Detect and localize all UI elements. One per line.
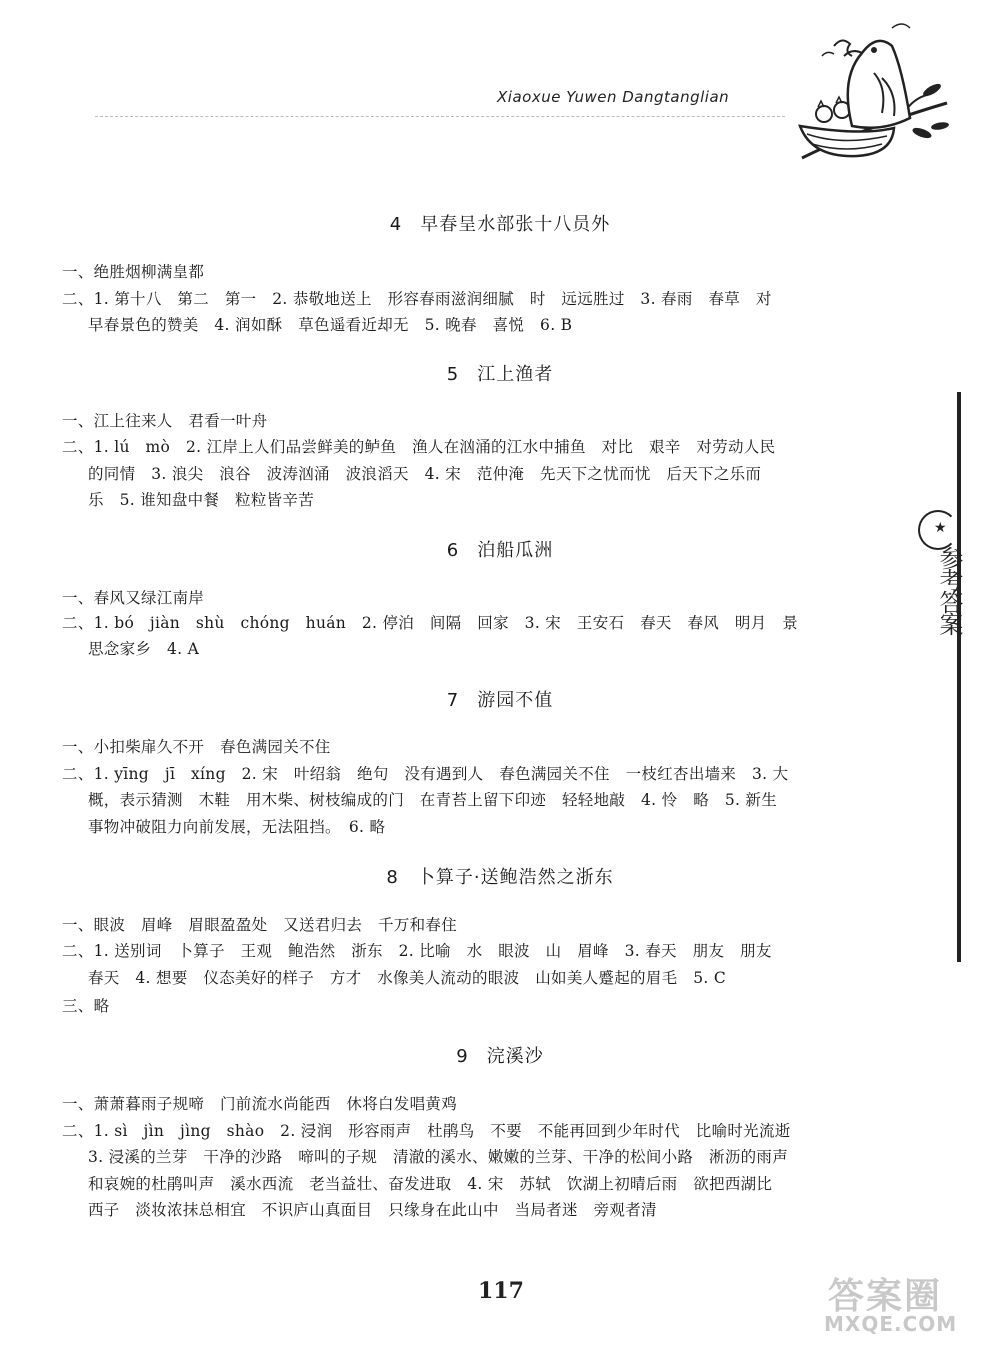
answer-key-tab xyxy=(918,510,963,660)
section-title xyxy=(60,536,940,562)
answer-line: 二、1. bó jiàn shù chóng huán 2. 停泊 间隔 回家 3. 宋 王安石 春天 春风 明月 景 xyxy=(62,614,799,632)
answer-line: 的同情 3. 浪尖 浪谷 波涛汹涌 波浪滔天 4. 宋 范仲淹 先天下之忧而忧 后天下之乐而 xyxy=(88,465,762,483)
header-divider xyxy=(95,116,785,117)
section-title xyxy=(60,1042,940,1068)
answer-line: 三、略 xyxy=(62,997,110,1015)
section-heading: 江上渔者 xyxy=(477,364,554,385)
answer-line: 一、绝胜烟柳满皇都 xyxy=(62,263,205,281)
answer-line: 思念家乡 4. A xyxy=(88,640,200,658)
bird-nest-logo xyxy=(782,8,952,178)
section-title xyxy=(60,210,940,236)
star-icon: ★ xyxy=(934,520,947,536)
answer-line: 二、1. 第十八 第二 第一 2. 恭敬地送上 形容春雨滋润细腻 时 远远胜过 3. 春雨 春草 对 xyxy=(62,290,772,308)
side-tab-label: 参考答案 xyxy=(935,546,963,634)
answer-line: 二、1. sì jìn jìng shào 2. 浸润 形容雨声 杜鹃鸟 不要 不能再回到少年时代 比喻时光流逝 xyxy=(62,1122,791,1140)
section-number: 9 xyxy=(456,1046,469,1067)
answer-line: 概，表示猜测 木鞋 用木柴、树枝编成的门 在青苔上留下印迹 轻轻地敲 4. 怜 略 5. 新生 xyxy=(88,791,778,809)
watermark xyxy=(822,1268,997,1340)
section-heading: 游园不值 xyxy=(477,690,554,711)
answer-line: 二、1. yīng jī xíng 2. 宋 叶绍翁 绝句 没有遇到人 春色满园关不住 一枝红杏出墙来 3. 大 xyxy=(62,765,789,783)
side-bar xyxy=(957,392,961,962)
answer-line: 早春景色的赞美 4. 润如酥 草色遥看近却无 5. 晚春 喜悦 6. B xyxy=(88,316,573,334)
section-heading: 泊船瓜洲 xyxy=(477,540,554,561)
section-number: 5 xyxy=(446,364,460,385)
section-number: 8 xyxy=(386,867,399,888)
section-number: 6 xyxy=(446,540,460,561)
answer-line: 二、1. lú mò 2. 江岸上人们品尝鲜美的鲈鱼 渔人在汹涌的江水中捕鱼 对比 艰辛 对劳动人民 xyxy=(62,438,776,456)
answer-line: 一、小扣柴扉久不开 春色满园关不住 xyxy=(62,738,331,756)
answer-line: 一、江上往来人 君看一叶舟 xyxy=(62,412,268,430)
section-title xyxy=(60,863,940,889)
answer-line: 一、萧萧暮雨子规啼 门前流水尚能西 休将白发唱黄鸡 xyxy=(62,1095,458,1113)
section-heading: 浣溪沙 xyxy=(486,1046,544,1067)
watermark-logo-text: 答案圈 xyxy=(828,1276,943,1317)
answer-line: 乐 5. 谁知盘中餐 粒粒皆辛苦 xyxy=(88,491,315,509)
section-number: 4 xyxy=(389,214,403,235)
section-number: 7 xyxy=(446,690,460,711)
answer-line: 春天 4. 想要 仪态美好的样子 方才 水像美人流动的眼波 山如美人蹙起的眉毛 5. C xyxy=(88,969,726,987)
section-heading: 早春呈水部张十八员外 xyxy=(420,214,611,235)
section-title xyxy=(60,360,940,386)
page-number: 117 xyxy=(478,1278,524,1304)
answer-line: 3. 浸溪的兰芽 干净的沙路 啼叫的子规 清澈的溪水、嫩嫩的兰芽、干净的松间小路 淅沥的雨声 xyxy=(88,1148,789,1166)
answer-line: 一、春风又绿江南岸 xyxy=(62,589,205,607)
watermark-url: MXQE.COM xyxy=(824,1312,958,1336)
answer-line: 一、眼波 眉峰 眉眼盈盈处 又送君归去 千万和春住 xyxy=(62,916,458,934)
answer-line: 和哀婉的杜鹃叫声 溪水西流 老当益壮、奋发进取 4. 宋 苏轼 饮湖上初晴后雨 欲把西湖比 xyxy=(88,1175,773,1193)
answer-line: 西子 淡妆浓抹总相宜 不识庐山真面目 只缘身在此山中 当局者迷 旁观者清 xyxy=(88,1201,657,1219)
answer-line: 二、1. 送别词 卜算子 王观 鲍浩然 浙东 2. 比喻 水 眼波 山 眉峰 3. 春天 朋友 朋友 xyxy=(62,942,772,960)
section-heading: 卜算子·送鲍浩然之浙东 xyxy=(416,867,614,888)
section-title xyxy=(60,686,940,712)
running-header: Xiaoxue Yuwen Dangtanglian xyxy=(497,88,730,106)
answer-line: 事物冲破阻力向前发展，无法阻挡。 6. 略 xyxy=(88,818,386,836)
